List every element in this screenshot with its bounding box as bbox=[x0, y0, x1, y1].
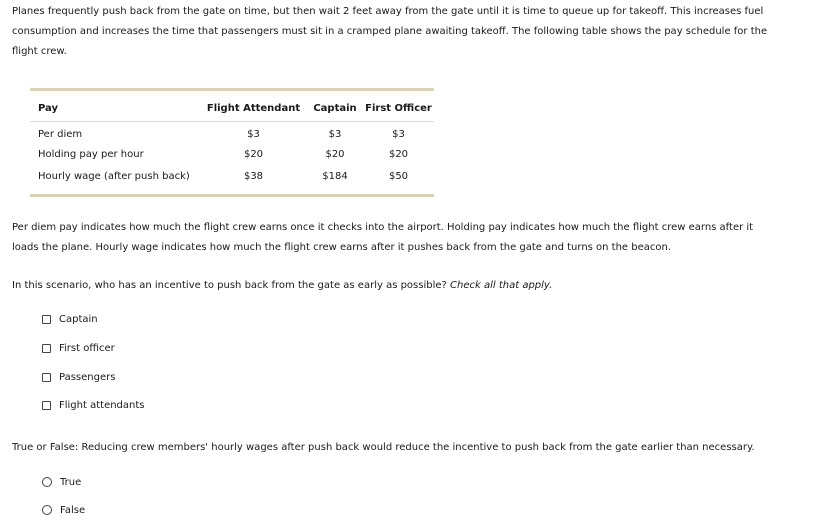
table-row bbox=[30, 144, 434, 164]
table-header-row bbox=[30, 91, 434, 122]
table-row bbox=[30, 164, 434, 194]
option-first-officer[interactable] bbox=[42, 341, 115, 355]
row-label: Holding pay per hour bbox=[38, 148, 144, 160]
cell-value: $38 bbox=[243, 170, 264, 182]
cell-value: $3 bbox=[392, 128, 405, 140]
table-row bbox=[30, 122, 434, 145]
question-1-hint: Check all that apply. bbox=[450, 280, 553, 291]
cell-value: $20 bbox=[325, 148, 345, 160]
checkbox-first-officer[interactable] bbox=[42, 344, 51, 353]
option-label: False bbox=[60, 504, 86, 516]
intro-paragraph: Planes frequently push back from the gate on time, but then wait 2 feet away from the gate until it is time to queue up for takeoff. This increases fuel consumption and increases the time that passengers must sit in a cramped plane awaiting takeoff. The following table shows the pay schedule for the flight crew. bbox=[12, 6, 768, 57]
header-captain: Captain bbox=[313, 102, 357, 114]
cell-value: $50 bbox=[388, 170, 409, 182]
cell-value: $3 bbox=[328, 128, 342, 140]
cell-value: $20 bbox=[243, 148, 264, 160]
header-pay: Pay bbox=[38, 102, 59, 114]
row-label: Per diem bbox=[38, 128, 83, 140]
option-label: Flight attendants bbox=[59, 399, 145, 411]
cell-value: $184 bbox=[322, 170, 348, 182]
checkbox-flight-attendants[interactable] bbox=[42, 401, 51, 410]
pay-explanation-paragraph: Per diem pay indicates how much the flight crew earns once it checks into the airport. Holding pay indicates how much the flight crew earns after it loads the plane. Hourly wage indicates how much the flight crew earns after it pushes back from the gate and turns on the beacon. bbox=[12, 222, 754, 253]
pay-schedule-table bbox=[30, 88, 434, 197]
checkbox-captain[interactable] bbox=[42, 315, 51, 324]
cell-value: $20 bbox=[388, 148, 409, 160]
question-1-text: In this scenario, who has an incentive to push back from the gate as early as possible? bbox=[12, 280, 447, 291]
option-false[interactable] bbox=[42, 503, 85, 517]
option-flight-attendants[interactable] bbox=[42, 398, 145, 412]
checkbox-passengers[interactable] bbox=[42, 373, 51, 382]
question-2-prompt: True or False: Reducing crew members' hourly wages after push back would reduce the incentive to push back from the gate earlier than necessary. bbox=[12, 442, 755, 453]
option-label: First officer bbox=[59, 342, 115, 354]
option-captain[interactable] bbox=[42, 312, 98, 326]
option-true[interactable] bbox=[42, 475, 81, 489]
header-flight-attendant: Flight Attendant bbox=[206, 102, 301, 114]
radio-true[interactable] bbox=[42, 477, 52, 487]
option-label: Captain bbox=[59, 313, 98, 325]
option-label: Passengers bbox=[59, 371, 116, 383]
question-1-prompt bbox=[12, 276, 782, 296]
cell-value: $3 bbox=[247, 128, 260, 140]
row-label: Hourly wage (after push back) bbox=[38, 170, 190, 182]
radio-false[interactable] bbox=[42, 505, 52, 515]
header-first-officer: First Officer bbox=[365, 102, 432, 114]
option-passengers[interactable] bbox=[42, 370, 115, 384]
option-label: True bbox=[60, 476, 82, 488]
